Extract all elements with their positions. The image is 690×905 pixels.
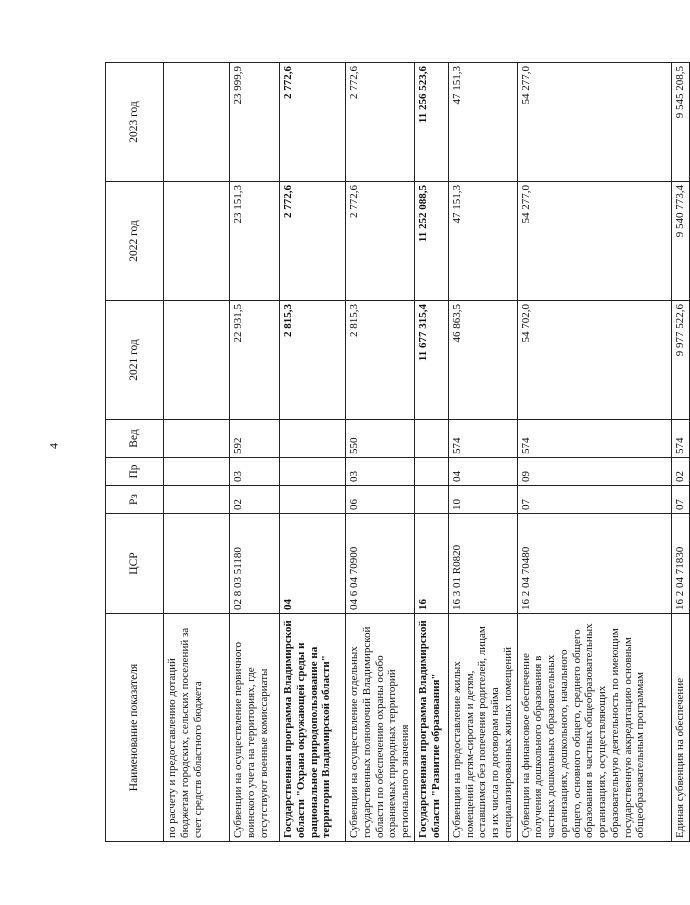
cell-pr: 03 xyxy=(346,458,415,486)
cell-2023: 2 772,6 xyxy=(346,63,415,182)
cell-2023: 9 545 208,5 xyxy=(671,63,689,182)
cell-2022: 54 277,0 xyxy=(517,182,671,301)
cell-pr: 09 xyxy=(517,458,671,486)
cell-csr: 16 2 04 70480 xyxy=(517,514,671,614)
cell-rz: 02 xyxy=(230,486,280,514)
page-number: 4 xyxy=(46,443,61,449)
header-csr: ЦСР xyxy=(106,514,164,614)
cell-rz: 07 xyxy=(671,486,689,514)
cell-2023: 54 277,0 xyxy=(517,63,671,182)
header-pr: Пр xyxy=(106,458,164,486)
header-name: Наименование показателя xyxy=(106,614,164,842)
cell-name: Субвенции на осуществление первичного воинского учета на территориях, где отсутствуют военные комиссариаты xyxy=(230,614,280,842)
cell-ved: 574 xyxy=(448,420,517,458)
cell-name: Государственная программа Владимирской области "Развитие образования" xyxy=(414,614,448,842)
cell-2022: 11 252 088,5 xyxy=(414,182,448,301)
cell-csr: 02 8 03 51180 xyxy=(230,514,280,614)
cell-name: по расчету и предоставлению дотаций бюджетам городских, сельских поселений за счет средств областного бюджета xyxy=(164,614,230,842)
cell-name: Субвенции на осуществление отдельных государственных полномочий Владимирской области по обеспечению охраны особо охраняемых природных территорий регионального значения xyxy=(346,614,415,842)
header-rz: Рз xyxy=(106,486,164,514)
cell-2023: 2 772,6 xyxy=(280,63,346,182)
cell-2021: 54 702,0 xyxy=(517,301,671,420)
cell-ved: 592 xyxy=(230,420,280,458)
cell-pr xyxy=(280,458,346,486)
cell-name: Государственная программа Владимирской области "Охрана окружающей среды и рациональное природопользование на территории Владимирской области" xyxy=(280,614,346,842)
cell-csr: 16 2 04 71830 xyxy=(671,514,689,614)
cell-rz xyxy=(414,486,448,514)
cell-rz: 07 xyxy=(517,486,671,514)
table-row xyxy=(517,63,671,842)
cell-pr: 04 xyxy=(448,458,517,486)
cell-rz xyxy=(280,486,346,514)
cell-2023: 47 151,3 xyxy=(448,63,517,182)
cell-2021 xyxy=(164,301,230,420)
table-row xyxy=(414,63,448,842)
cell-ved: 574 xyxy=(517,420,671,458)
header-2021: 2021 год xyxy=(106,301,164,420)
table-row xyxy=(280,63,346,842)
header-2023: 2023 год xyxy=(106,63,164,182)
cell-csr: 04 6 04 70900 xyxy=(346,514,415,614)
cell-2022: 2 772,6 xyxy=(280,182,346,301)
table-row xyxy=(164,63,230,842)
cell-csr: 16 xyxy=(414,514,448,614)
cell-2023: 11 256 523,6 xyxy=(414,63,448,182)
cell-name: Субвенции на финансовое обеспечение получения дошкольного образования в частных дошкольных образовательных организациях, дошкольного, начального общего, основного общего, среднего общего образования в частных общеобразовательных организациях, осуществляющих образовательную деятельность по имеющим государственную аккредитацию основным общеобразовательным программам xyxy=(517,614,671,842)
cell-csr xyxy=(164,514,230,614)
cell-name: Единая субвенция на обеспечение xyxy=(671,614,689,842)
cell-2023 xyxy=(164,63,230,182)
cell-2022 xyxy=(164,182,230,301)
cell-ved xyxy=(414,420,448,458)
table-row xyxy=(230,63,280,842)
cell-pr xyxy=(164,458,230,486)
header-2022: 2022 год xyxy=(106,182,164,301)
table-row xyxy=(346,63,415,842)
cell-2021: 2 815,3 xyxy=(346,301,415,420)
cell-rz: 10 xyxy=(448,486,517,514)
cell-rz: 06 xyxy=(346,486,415,514)
cell-2022: 23 151,3 xyxy=(230,182,280,301)
cell-ved: 574 xyxy=(671,420,689,458)
cell-ved xyxy=(280,420,346,458)
cell-pr: 02 xyxy=(671,458,689,486)
cell-2023: 23 999,9 xyxy=(230,63,280,182)
cell-ved xyxy=(164,420,230,458)
cell-name: Субвенции на предоставление жилых помещений детям-сиротам и детям, оставшимся без попечения родителей, лицам из их числа по договорам найма специализированных жилых помещений xyxy=(448,614,517,842)
cell-2022: 47 151,3 xyxy=(448,182,517,301)
budget-table xyxy=(105,62,690,842)
cell-pr: 03 xyxy=(230,458,280,486)
cell-pr xyxy=(414,458,448,486)
cell-2022: 2 772,6 xyxy=(346,182,415,301)
cell-2021: 11 677 315,4 xyxy=(414,301,448,420)
cell-2022: 9 540 773,4 xyxy=(671,182,689,301)
cell-2021: 9 977 522,6 xyxy=(671,301,689,420)
cell-csr: 16 3 01 R0820 xyxy=(448,514,517,614)
table-row xyxy=(448,63,517,842)
cell-csr: 04 xyxy=(280,514,346,614)
cell-ved: 550 xyxy=(346,420,415,458)
table-row xyxy=(671,63,689,842)
table-header-row xyxy=(106,63,164,842)
header-ved: Вед xyxy=(106,420,164,458)
table-rotation-frame xyxy=(105,62,686,842)
cell-2021: 2 815,3 xyxy=(280,301,346,420)
cell-rz xyxy=(164,486,230,514)
cell-2021: 46 863,5 xyxy=(448,301,517,420)
cell-2021: 22 931,5 xyxy=(230,301,280,420)
rotated-table-container xyxy=(105,62,686,842)
